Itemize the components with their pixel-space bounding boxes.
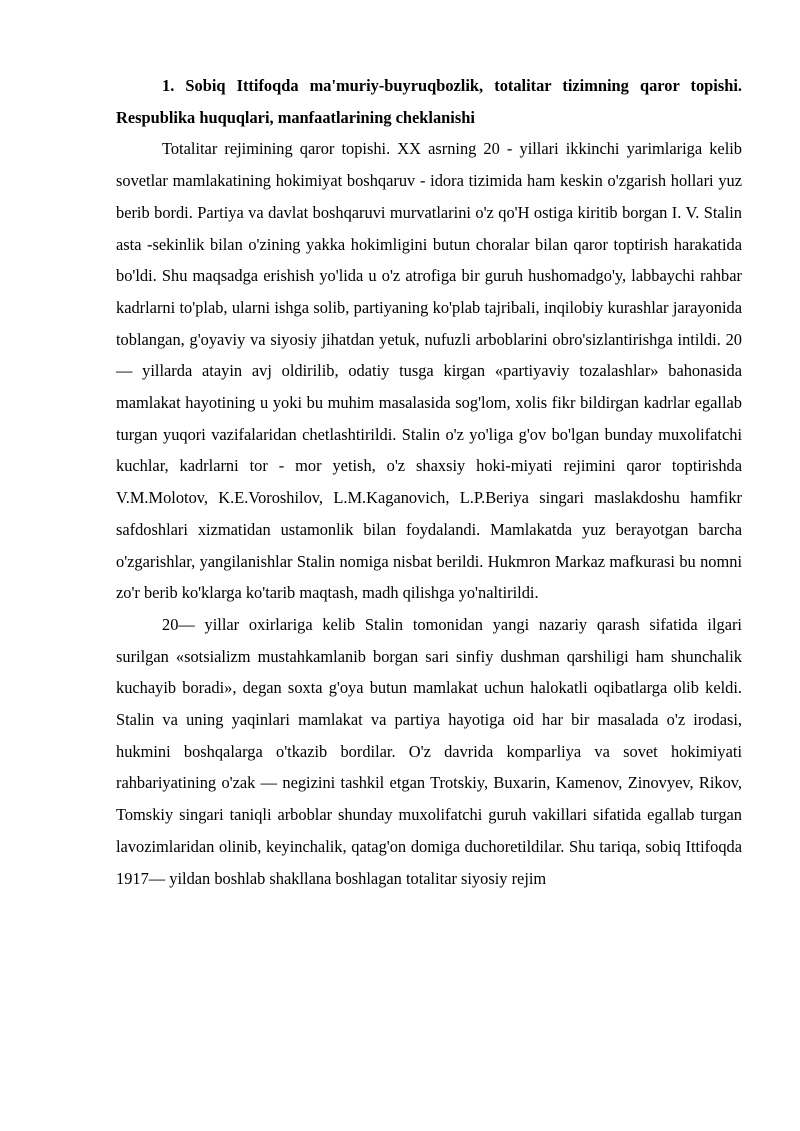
- section-heading: 1. Sobiq Ittifoqda ma'muriy-buyruqbozlik, totalitar tizimning qaror topishi. Respublika huquqlari, manfaatlarining cheklanishi: [116, 76, 742, 127]
- paragraph-1: Totalitar rejimining qaror topishi. XX asrning 20 - yillari ikkinchi yarimlariga kelib sovetlar mamlakatining hokimiyat boshqaruv - idora tizimida ham keskin o'zgarish hollari yuz berib bordi. Partiya va davlat boshqaruvi murvatlarini o'z qo'H ostiga kiritib borgan I. V. Stalin asta -sekinlik bilan o'zining yakka hokimligini butun choralar bilan qaror toptirish harakatida bo'ldi. Shu maqsadga erishish yo'lida u o'z atrofiga bir guruh hushomadgo'y, labbaychi rahbar kadrlarni to'plab, ularni ishga solib, partiyaning ko'plab tajribali, inqilobiy kurashlar jarayonida toblangan, g'oyaviy va siyosiy jihatdan yetuk, nufuzli arboblarini obro'sizlantirishga intildi. 20— yillarda atayin avj oldirilib, odatiy tusga kirgan «partiyaviy tozalashlar» bahonasida mamlakat hayotining u yoki bu muhim masalasida sog'lom, xolis fikr bildirgan kadrlar egallab turgan yuqori vazifalaridan chetlashtirildi. Stalin o'z yo'liga g'ov bo'lgan bunday muxolifatchi kuchlar, kadrlarni tor - mor yetish, o'z shaxsiy hoki-miyati rejimini qaror toptirishda V.M.Molotov, K.E.Voroshilov, L.M.Kaganovich, L.P.Beriya singari maslakdoshu hamfikr safdoshlari xizmatidan ustamonlik bilan foydalandi. Mamlakatda yuz berayotgan barcha o'zgarishlar, yangilanishlar Stalin nomiga nisbat berildi. Hukmron Markaz mafkurasi bu nomni zo'r berib ko'klarga ko'tarib maqtash, madh qilishga yo'naltirildi.: [116, 139, 742, 603]
- paragraph-2: 20— yillar oxirlariga kelib Stalin tomonidan yangi nazariy qarash sifatida ilgari surilgan «sotsializm mustahkamlanib borgan sari sinfiy dushman qarshiligi ham shunchalik kuchayib boradi», degan soxta g'oya butun mamlakat uchun halokatli oqibatlarga olib keldi. Stalin va uning yaqinlari mamlakat va partiya hayotiga oid har bir masalada o'z irodasi, hukmini boshqalarga o'tkazib bordilar. O'z davrida komparliya va sovet hokimiyati rahbariyatining o'zak — negizini tashkil etgan Trotskiy, Buxarin, Kamenov, Zinovyev, Rikov, Tomskiy singari taniqli arboblar shunday muxolifatchi guruh vakillari sifatida egallab turgan lavozimlaridan olinib, keyinchalik, qatag'on domiga duchoretildilar. Shu tariqa, sobiq Ittifoqda 1917— yildan boshlab shakllana boshlagan totalitar siyosiy rejim: [116, 614, 742, 888]
- document-page: [116, 70, 742, 894]
